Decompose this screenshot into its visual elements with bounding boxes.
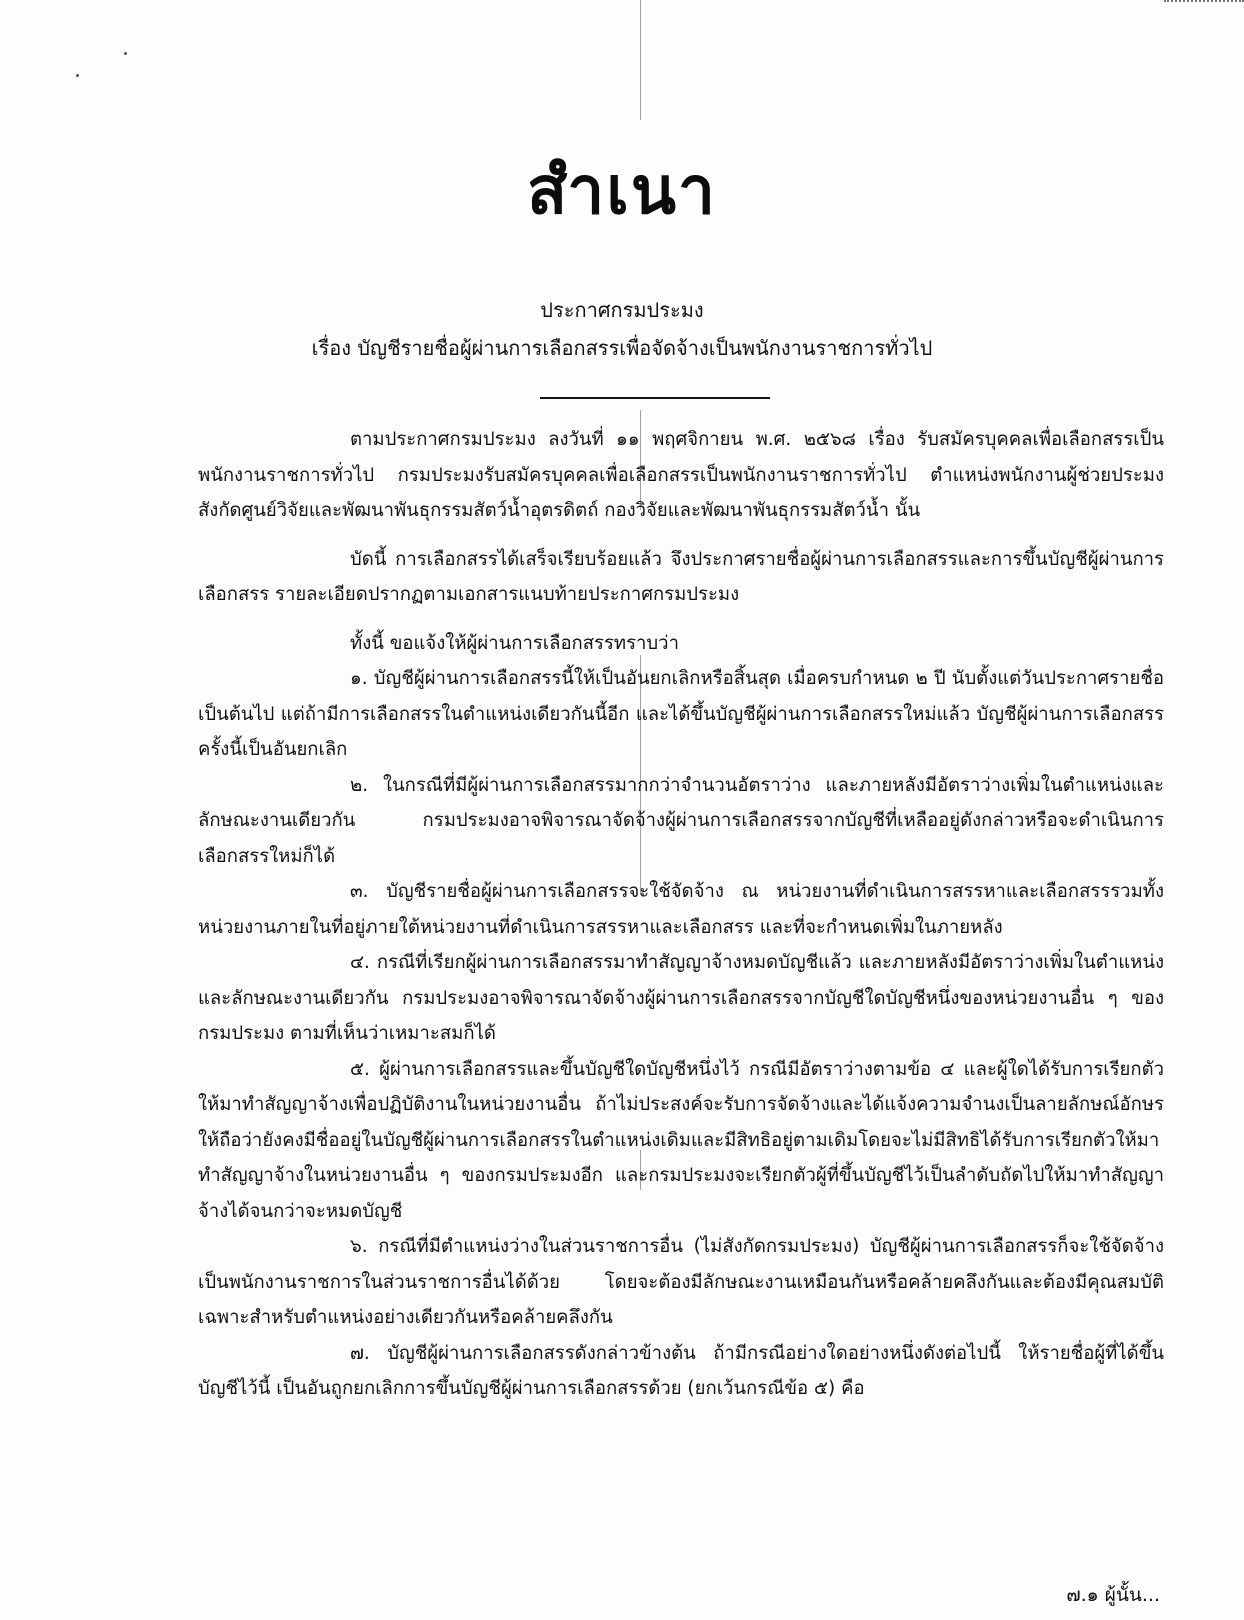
list-item-1: ๑. บัญชีผู้ผ่านการเลือกสรรนี้ให้เป็นอันยกเลิกหรือสิ้นสุด เมื่อครบกำหนด ๒ ปี นับตั้งแต่วันประกาศรายชื่อเป็นต้นไป แต่ถ้ามีการเลือกสรรในตำแหน่งเดียวกันนี้อีก และได้ขึ้นบัญชีผู้ผ่านการเลือกสรรใหม่แล้ว บัญชีผู้ผ่านการเลือกสรรครั้งนี้เป็นอันยกเลิก	[198, 668, 1164, 760]
heading-divider	[540, 397, 770, 399]
page-continuation: ๗.๑ ผู้นั้น...	[1066, 1584, 1160, 1606]
list-item-6: ๖. กรณีที่มีตำแหน่งว่างในส่วนราชการอื่น (ไม่สังกัดกรมประมง) บัญชีผู้ผ่านการเลือกสรรก็จะใช้จัดจ้างเป็นพนักงานราชการในส่วนราชการอื่นได้ด้วย โดยจะต้องมีลักษณะงานเหมือนกันหรือคล้ายคลึงกันและต้องมีคุณสมบัติเฉพาะสำหรับตำแหน่งอย่างเดียวกันหรือคล้ายคลึงกัน	[198, 1236, 1164, 1328]
scan-edge-marks	[1164, 0, 1244, 8]
paragraph-notice: ทั้งนี้ ขอแจ้งให้ผู้ผ่านการเลือกสรรทราบว่า	[350, 632, 679, 654]
paragraph-result: บัดนี้ การเลือกสรรได้เสร็จเรียบร้อยแล้ว จึงประกาศรายชื่อผู้ผ่านการเลือกสรรและการขึ้นบัญชีผู้ผ่านการเลือกสรร รายละเอียดปรากฏตามเอกสารแนบท้ายประกาศกรมประมง	[198, 548, 1164, 605]
list-item-4: ๔. กรณีที่เรียกผู้ผ่านการเลือกสรรมาทำสัญญาจ้างหมดบัญชีแล้ว และภายหลังมีอัตราว่างเพิ่มในตำแหน่งและลักษณะงานเดียวกัน กรมประมงอาจพิจารณาจัดจ้างผู้ผ่านการเลือกสรรจากบัญชีใดบัญชีหนึ่งของหน่วยงานอื่น ๆ ของกรมประมง ตามที่เห็นว่าเหมาะสมก็ได้	[198, 952, 1164, 1044]
announcement-agency: ประกาศกรมประมง	[540, 298, 704, 322]
announcement-subject: เรื่อง บัญชีรายชื่อผู้ผ่านการเลือกสรรเพื่อจัดจ้างเป็นพนักงานราชการทั่วไป	[311, 336, 933, 360]
scan-fold-line	[640, 0, 641, 120]
scan-speck	[124, 52, 127, 55]
copy-stamp: สำเนา	[526, 151, 718, 229]
scan-speck	[76, 74, 79, 77]
paragraph-reference: ตามประกาศกรมประมง ลงวันที่ ๑๑ พฤศจิกายน พ.ศ. ๒๕๖๘ เรื่อง รับสมัครบุคคลเพื่อเลือกสรรเป็นพนักงานราชการทั่วไป กรมประมงรับสมัครบุคคลเพื่อเลือกสรรเป็นพนักงานราชการทั่วไป ตำแหน่งพนักงานผู้ช่วยประมง สังกัดศูนย์วิจัยและพัฒนาพันธุกรรมสัตว์น้ำอุตรดิตถ์ กองวิจัยและพัฒนาพันธุกรรมสัตว์น้ำ นั้น	[198, 429, 1164, 521]
list-item-2: ๒. ในกรณีที่มีผู้ผ่านการเลือกสรรมากกว่าจำนวนอัตราว่าง และภายหลังมีอัตราว่างเพิ่มในตำแหน่งและลักษณะงานเดียวกัน กรมประมงอาจพิจารณาจัดจ้างผู้ผ่านการเลือกสรรจากบัญชีที่เหลืออยู่ดังกล่าวหรือจะดำเนินการเลือกสรรใหม่ก็ได้	[198, 774, 1164, 867]
list-item-7: ๗. บัญชีผู้ผ่านการเลือกสรรดังกล่าวข้างต้น ถ้ามีกรณีอย่างใดอย่างหนึ่งดังต่อไปนี้ ให้รายชื่อผู้ที่ได้ขึ้นบัญชีไว้นี้ เป็นอันถูกยกเลิกการขึ้นบัญชีผู้ผ่านการเลือกสรรด้วย (ยกเว้นกรณีข้อ ๕) คือ	[198, 1342, 1164, 1399]
list-item-5: ๕. ผู้ผ่านการเลือกสรรและขึ้นบัญชีใดบัญชีหนึ่งไว้ กรณีมีอัตราว่างตามข้อ ๔ และผู้ใดได้รับการเรียกตัวให้มาทำสัญญาจ้างเพื่อปฏิบัติงานในหน่วยงานอื่น ถ้าไม่ประสงค์จะรับการจัดจ้างและได้แจ้งความจำนงเป็นลายลักษณ์อักษร ให้ถือว่ายังคงมีชื่ออยู่ในบัญชีผู้ผ่านการเลือกสรรในตำแหน่งเดิมและมีสิทธิอยู่ตามเดิมโดยจะไม่มีสิทธิได้รับการเรียกตัวให้มาทำสัญญาจ้างในหน่วยงานอื่น ๆ ของกรมประมงอีก และกรมประมงจะเรียกตัวผู้ที่ขึ้นบัญชีไว้เป็นลำดับถัดไปให้มาทำสัญญาจ้างได้จนกว่าจะหมดบัญชี	[198, 1058, 1164, 1222]
body-text	[198, 422, 1164, 1407]
list-item-3: ๓. บัญชีรายชื่อผู้ผ่านการเลือกสรรจะใช้จัดจ้าง ณ หน่วยงานที่ดำเนินการสรรหาและเลือกสรรรวมทั้งหน่วยงานภายในที่อยู่ภายใต้หน่วยงานที่ดำเนินการสรรหาและเลือกสรร และที่จะกำหนดเพิ่มในภายหลัง	[198, 881, 1164, 938]
